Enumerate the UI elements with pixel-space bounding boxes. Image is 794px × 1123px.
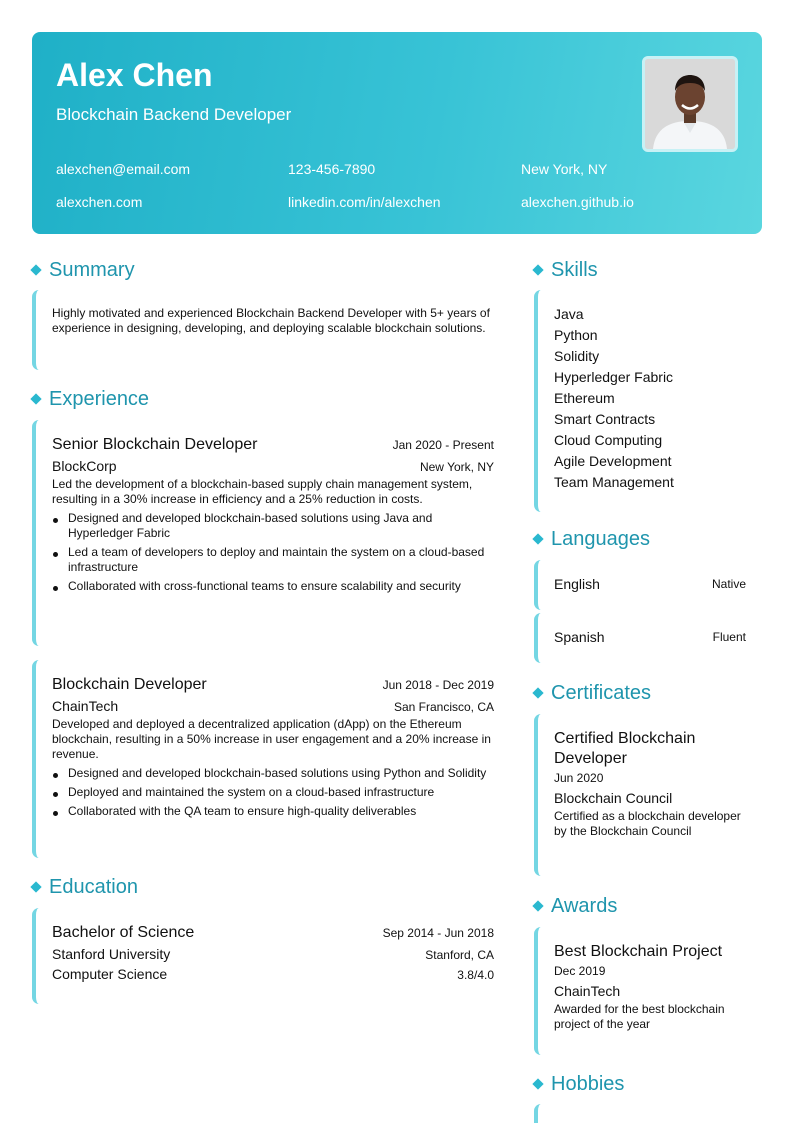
school-location: Stanford, CA <box>425 948 494 962</box>
contact-website[interactable]: alexchen.com <box>56 194 143 210</box>
list-item: Designed and developed blockchain-based solutions using Java and Hyperledger Fabric <box>52 511 494 541</box>
diamond-icon <box>30 881 41 892</box>
skill-item: Python <box>554 327 598 343</box>
job-description: Developed and deployed a decentralized application (dApp) on the Ethereum blockchain, resulting in a 50% increase in user engagement and a 20% increase in revenue. <box>52 717 491 761</box>
certificate-issuer: Blockchain Council <box>554 790 673 806</box>
education-entry <box>32 908 494 1004</box>
certificate-date: Jun 2020 <box>554 771 604 785</box>
job-title: Senior Blockchain Developer <box>52 436 258 453</box>
contact-location: New York, NY <box>521 161 608 177</box>
job-location: New York, NY <box>419 460 494 474</box>
skills-heading-label: Skills <box>551 259 598 281</box>
list-item: Designed and developed blockchain-based solutions using Python and Solidity <box>52 766 494 781</box>
list-item: Led a team of developers to deploy and maintain the system on a cloud-based infrastructure <box>52 545 494 575</box>
gpa: 3.8/4.0 <box>457 968 494 982</box>
bullet-icon <box>53 518 58 523</box>
list-item: Collaborated with the QA team to ensure high-quality deliverables <box>52 804 494 819</box>
job-company: ChainTech <box>52 698 119 714</box>
language-level: Native <box>711 577 746 591</box>
diamond-icon <box>532 687 543 698</box>
bullet-icon <box>53 773 58 778</box>
skill-item: Smart Contracts <box>554 411 656 427</box>
language-level: Fluent <box>712 630 746 644</box>
contact-github[interactable]: alexchen.github.io <box>521 194 634 210</box>
job-title: Blockchain Developer <box>52 676 207 693</box>
job-bullets <box>52 511 494 594</box>
hobbies-heading-label: Hobbies <box>551 1073 625 1095</box>
certificate-title: Certified Blockchain Developer <box>554 730 696 767</box>
summary-heading-label: Summary <box>49 259 135 281</box>
language-name: English <box>554 576 600 592</box>
job-entry <box>32 420 494 646</box>
bullet-icon <box>53 811 58 816</box>
experience-heading-label: Experience <box>49 388 150 410</box>
skill-item: Team Management <box>554 474 674 490</box>
diamond-icon <box>532 533 543 544</box>
certificates-heading-label: Certificates <box>551 682 652 704</box>
award-title: Best Blockchain Project <box>554 943 723 960</box>
summary-heading <box>30 258 135 282</box>
languages-heading <box>532 527 650 551</box>
candidate-title: Blockchain Backend Developer <box>56 105 292 124</box>
skill-item: Hyperledger Fabric <box>554 369 674 385</box>
awards-heading-label: Awards <box>551 895 618 917</box>
hobbies-heading <box>532 1072 624 1096</box>
language-name: Spanish <box>554 629 605 645</box>
job-description: Led the development of a blockchain-based supply chain management system, resulting in a 30% increase in efficiency and a 25% reduction in costs. <box>52 477 473 506</box>
award-issuer: ChainTech <box>554 983 621 999</box>
education-dates: Sep 2014 - Jun 2018 <box>382 926 494 940</box>
summary-block <box>32 290 494 370</box>
skill-item: Cloud Computing <box>554 432 663 448</box>
profile-photo-image <box>645 59 735 149</box>
summary-text: Highly motivated and experienced Blockchain Backend Developer with 5+ years of experience in designing, developing, and deploying scalable blockchain solutions. <box>52 306 490 335</box>
award-description: Awarded for the best blockchain project of the year <box>554 1002 725 1031</box>
school: Stanford University <box>52 946 171 962</box>
field-of-study: Computer Science <box>52 966 168 982</box>
skill-item: Agile Development <box>554 453 672 469</box>
award-date: Dec 2019 <box>554 964 606 978</box>
diamond-icon <box>30 393 41 404</box>
candidate-name: Alex Chen <box>56 57 213 93</box>
language-entry <box>534 560 746 610</box>
job-entry <box>32 660 494 858</box>
hobbies-block <box>534 1104 746 1123</box>
diamond-icon <box>532 1078 543 1089</box>
diamond-icon <box>532 900 543 911</box>
languages-heading-label: Languages <box>551 528 650 550</box>
bullet-icon <box>53 552 58 557</box>
list-item: Collaborated with cross-functional teams to ensure scalability and security <box>52 579 494 594</box>
bullet-icon <box>53 586 58 591</box>
list-item: Deployed and maintained the system on a cloud-based infrastructure <box>52 785 494 800</box>
contact-phone[interactable]: 123-456-7890 <box>288 161 376 177</box>
certificate-description: Certified as a blockchain developer by the Blockchain Council <box>554 809 741 838</box>
resume-header <box>32 32 762 234</box>
degree: Bachelor of Science <box>52 924 195 941</box>
job-dates: Jan 2020 - Present <box>392 438 494 452</box>
certificate-entry <box>534 714 746 876</box>
skill-item: Java <box>554 306 584 322</box>
contact-email[interactable]: alexchen@email.com <box>56 161 191 177</box>
certificates-heading <box>532 681 651 705</box>
profile-photo <box>642 56 738 152</box>
awards-heading <box>532 894 617 918</box>
job-bullets <box>52 766 494 819</box>
education-heading <box>30 875 138 899</box>
award-entry <box>534 927 746 1055</box>
skill-item: Ethereum <box>554 390 615 406</box>
skills-block <box>534 290 762 512</box>
skills-heading <box>532 258 598 282</box>
education-heading-label: Education <box>49 876 138 898</box>
job-dates: Jun 2018 - Dec 2019 <box>382 678 494 692</box>
contact-linkedin[interactable]: linkedin.com/in/alexchen <box>288 194 441 210</box>
diamond-icon <box>30 264 41 275</box>
language-entry <box>534 613 746 663</box>
job-company: BlockCorp <box>52 458 117 474</box>
job-location: San Francisco, CA <box>393 700 494 714</box>
bullet-icon <box>53 792 58 797</box>
diamond-icon <box>532 264 543 275</box>
skill-item: Solidity <box>554 348 600 364</box>
experience-heading <box>30 387 149 411</box>
